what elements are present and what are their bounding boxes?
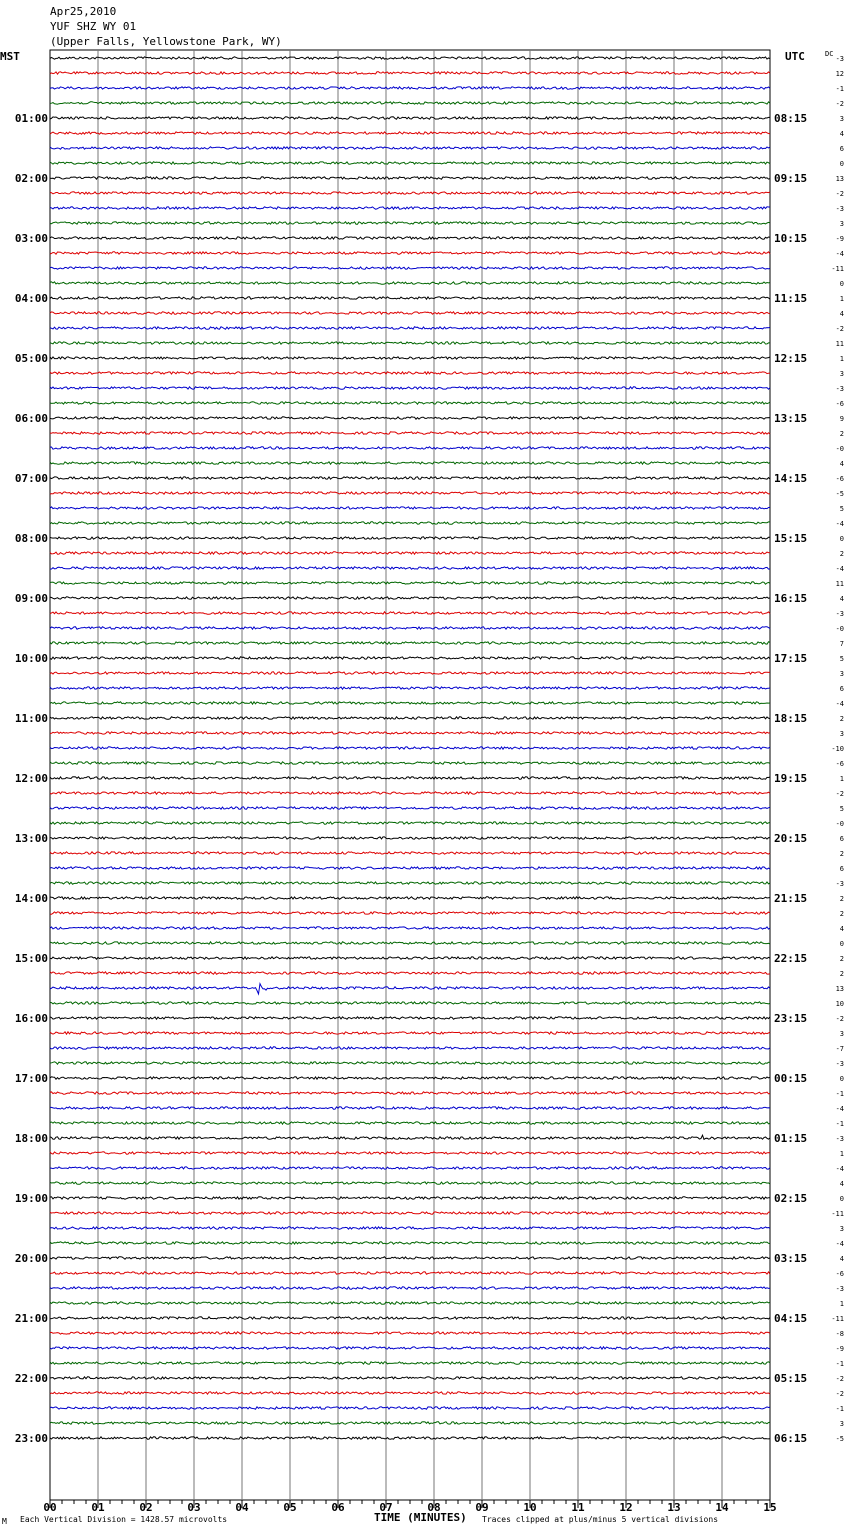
mst-hour-label: 04:00 (14, 292, 48, 305)
dc-offset-label: 4 (839, 595, 844, 603)
seismic-trace (50, 657, 770, 659)
dc-offset-label: -3 (835, 205, 844, 213)
x-tick-label: 02 (139, 1501, 153, 1514)
seismic-trace (50, 432, 770, 434)
dc-offset-label: 2 (839, 715, 844, 723)
seismic-trace (50, 507, 770, 509)
dc-offset-label: 13 (835, 985, 844, 993)
dc-offset-label: 2 (839, 430, 844, 438)
dc-offset-label: -4 (835, 700, 844, 708)
seismic-trace (50, 252, 770, 254)
dc-offset-label: -3 (835, 880, 844, 888)
seismic-trace (50, 582, 770, 584)
mst-hour-label: 18:00 (14, 1132, 48, 1145)
seismic-trace (50, 492, 770, 494)
seismic-trace (50, 1077, 770, 1079)
mst-hour-label: 01:00 (14, 112, 48, 125)
dc-offset-label: 1 (839, 775, 844, 783)
seismic-trace (50, 1135, 770, 1139)
seismic-trace (50, 1032, 770, 1034)
seismic-trace (50, 642, 770, 644)
mst-hour-label: 17:00 (14, 1072, 48, 1085)
dc-offset-label: 0 (839, 280, 844, 288)
utc-hour-label: 00:15 (774, 1072, 808, 1085)
dc-offset-label: -6 (835, 1270, 844, 1278)
utc-hour-label: 08:15 (774, 112, 808, 125)
dc-offset-label: 0 (839, 940, 844, 948)
seismic-trace (50, 1287, 770, 1289)
dc-offset-label: -11 (831, 1210, 844, 1218)
mst-hour-label: 11:00 (14, 712, 48, 725)
seismic-trace (50, 717, 770, 719)
dc-offset-label: -2 (835, 190, 844, 198)
dc-offset-label: 6 (839, 145, 844, 153)
dc-offset-label: -2 (835, 1375, 844, 1383)
utc-hour-label: 09:15 (774, 172, 808, 185)
dc-offset-label: 2 (839, 910, 844, 918)
seismic-trace (50, 912, 770, 914)
seismic-trace (50, 537, 770, 539)
dc-offset-label: -2 (835, 325, 844, 333)
seismic-trace (50, 1047, 770, 1049)
dc-offset-label: 0 (839, 1195, 844, 1203)
seismic-trace (50, 327, 770, 329)
seismic-trace (50, 1212, 770, 1214)
dc-offset-label: 4 (839, 130, 844, 138)
dc-offset-label: -11 (831, 1315, 844, 1323)
seismic-trace (50, 867, 770, 869)
seismic-trace (50, 1002, 770, 1004)
utc-hour-label: 14:15 (774, 472, 808, 485)
utc-hour-label: 22:15 (774, 952, 808, 965)
seismic-trace (50, 417, 770, 419)
dc-offset-label: 7 (839, 640, 844, 648)
seismic-trace (50, 312, 770, 314)
mst-hour-label: 22:00 (14, 1372, 48, 1385)
seismic-trace (50, 1407, 770, 1409)
seismic-trace (50, 807, 770, 809)
dc-offset-label: 9 (839, 415, 844, 423)
utc-hour-label: 10:15 (774, 232, 808, 245)
dc-offset-label: -7 (835, 1045, 844, 1053)
seismic-trace (50, 1317, 770, 1319)
seismic-trace (50, 1257, 770, 1259)
mst-hour-label: 16:00 (14, 1012, 48, 1025)
dc-offset-label: -1 (835, 1090, 844, 1098)
seismic-trace (50, 87, 770, 89)
seismic-trace (50, 342, 770, 344)
dc-offset-label: 3 (839, 115, 844, 123)
seismic-trace (50, 177, 770, 179)
seismic-trace (50, 984, 770, 994)
seismic-trace (50, 1167, 770, 1169)
dc-offset-label: 3 (839, 370, 844, 378)
seismic-trace (50, 747, 770, 749)
mst-hour-label: 21:00 (14, 1312, 48, 1325)
seismic-trace (50, 117, 770, 119)
x-tick-label: 14 (715, 1501, 729, 1514)
x-tick-label: 00 (43, 1501, 57, 1514)
dc-offset-label: 12 (835, 70, 844, 78)
dc-offset-label: 10 (835, 1000, 844, 1008)
utc-hour-label: 03:15 (774, 1252, 808, 1265)
utc-hour-label: 17:15 (774, 652, 808, 665)
seismic-trace (50, 1272, 770, 1274)
seismic-trace (50, 72, 770, 74)
dc-offset-label: 2 (839, 955, 844, 963)
seismic-trace (50, 297, 770, 299)
mst-hour-label: 03:00 (14, 232, 48, 245)
dc-offset-label: 2 (839, 895, 844, 903)
dc-offset-label: -3 (835, 55, 844, 63)
utc-hour-label: 19:15 (774, 772, 808, 785)
seismic-trace (50, 267, 770, 269)
mst-hour-label: 02:00 (14, 172, 48, 185)
seismic-trace (50, 1197, 770, 1199)
dc-offset-label: -10 (831, 745, 844, 753)
dc-offset-label: 4 (839, 460, 844, 468)
seismic-trace (50, 102, 770, 104)
dc-offset-label: -3 (835, 1285, 844, 1293)
scale-note: Each Vertical Division = 1428.57 microvolts (20, 1515, 228, 1524)
seismic-trace (50, 882, 770, 884)
dc-offset-label: -5 (835, 1435, 844, 1443)
utc-hour-label: 04:15 (774, 1312, 808, 1325)
x-tick-label: 01 (91, 1501, 105, 1514)
x-tick-label: 03 (187, 1501, 201, 1514)
utc-label: UTC (785, 50, 805, 63)
utc-hour-label: 16:15 (774, 592, 808, 605)
dc-offset-label: 3 (839, 220, 844, 228)
seismic-trace (50, 1242, 770, 1244)
dc-offset-label: -2 (835, 100, 844, 108)
seismic-trace (50, 462, 770, 464)
dc-offset-label: -1 (835, 1120, 844, 1128)
dc-offset-label: 6 (839, 865, 844, 873)
mst-hour-label: 10:00 (14, 652, 48, 665)
dc-offset-label: 3 (839, 1420, 844, 1428)
dc-offset-label: -6 (835, 400, 844, 408)
utc-hour-label: 06:15 (774, 1432, 808, 1445)
seismic-trace (50, 1107, 770, 1109)
seismic-trace (50, 357, 770, 359)
dc-offset-label: 1 (839, 1150, 844, 1158)
seismic-trace (50, 162, 770, 164)
seismic-trace (50, 1182, 770, 1184)
seismic-trace (50, 207, 770, 209)
dc-offset-label: -9 (835, 235, 844, 243)
dc-offset-label: -0 (835, 445, 844, 453)
dc-offset-label: -4 (835, 1240, 844, 1248)
dc-header-label: DC (825, 50, 834, 58)
seismic-trace (50, 1422, 770, 1424)
utc-hour-label: 11:15 (774, 292, 808, 305)
seismic-trace (50, 1332, 770, 1334)
dc-offset-label: -1 (835, 1360, 844, 1368)
mst-hour-label: 19:00 (14, 1192, 48, 1205)
seismic-trace (50, 132, 770, 134)
x-axis-title: TIME (MINUTES) (374, 1511, 467, 1524)
seismic-trace (50, 552, 770, 554)
seismic-trace (50, 1377, 770, 1379)
mst-hour-label: 06:00 (14, 412, 48, 425)
mst-hour-label: 23:00 (14, 1432, 48, 1445)
mst-hour-label: 14:00 (14, 892, 48, 905)
dc-offset-label: 3 (839, 670, 844, 678)
seismic-trace (50, 1227, 770, 1229)
dc-offset-label: 4 (839, 1255, 844, 1263)
seismic-trace (50, 702, 770, 704)
dc-offset-label: -2 (835, 1015, 844, 1023)
utc-hour-label: 21:15 (774, 892, 808, 905)
seismic-trace (50, 732, 770, 734)
dc-offset-label: 2 (839, 970, 844, 978)
seismic-trace (50, 567, 770, 569)
dc-offset-label: 2 (839, 850, 844, 858)
seismic-trace (50, 897, 770, 899)
seismic-trace (50, 822, 770, 824)
seismic-trace (50, 192, 770, 194)
seismic-trace (50, 1062, 770, 1064)
seismic-trace (50, 282, 770, 284)
dc-offset-label: -9 (835, 1345, 844, 1353)
seismic-trace (50, 477, 770, 479)
seismic-trace (50, 402, 770, 404)
seismic-trace (50, 1362, 770, 1364)
utc-hour-label: 20:15 (774, 832, 808, 845)
mst-label: MST (0, 50, 20, 63)
dc-offset-label: 5 (839, 505, 844, 513)
mst-hour-label: 12:00 (14, 772, 48, 785)
x-tick-label: 09 (475, 1501, 489, 1514)
dc-offset-label: 6 (839, 835, 844, 843)
x-tick-label: 07 (379, 1501, 393, 1514)
dc-offset-label: 4 (839, 925, 844, 933)
mst-hour-label: 20:00 (14, 1252, 48, 1265)
x-tick-label: 15 (763, 1501, 777, 1514)
seismic-trace (50, 612, 770, 614)
header-date: Apr25,2010 (50, 5, 117, 18)
dc-offset-label: 1 (839, 295, 844, 303)
seismic-trace (50, 1347, 770, 1349)
dc-offset-label: -1 (835, 85, 844, 93)
seismic-trace (50, 222, 770, 224)
seismic-trace (50, 447, 770, 449)
x-tick-label: 10 (523, 1501, 537, 1514)
mst-hour-label: 15:00 (14, 952, 48, 965)
dc-offset-label: -3 (835, 1060, 844, 1068)
dc-offset-label: -4 (835, 565, 844, 573)
x-tick-label: 05 (283, 1501, 297, 1514)
x-tick-label: 11 (571, 1501, 585, 1514)
dc-offset-label: -1 (835, 1405, 844, 1413)
seismic-trace (50, 1017, 770, 1019)
dc-offset-label: 1 (839, 355, 844, 363)
x-tick-label: 06 (331, 1501, 345, 1514)
seismic-trace (50, 957, 770, 959)
dc-offset-label: -3 (835, 1135, 844, 1143)
seismic-trace (50, 1122, 770, 1124)
utc-hour-label: 13:15 (774, 412, 808, 425)
dc-offset-label: 0 (839, 160, 844, 168)
dc-offset-label: -11 (831, 265, 844, 273)
mst-hour-label: 13:00 (14, 832, 48, 845)
seismic-trace (50, 597, 770, 599)
seismic-trace (50, 522, 770, 524)
dc-offset-label: -2 (835, 1390, 844, 1398)
dc-offset-label: 1 (839, 1300, 844, 1308)
dc-offset-label: 11 (835, 340, 844, 348)
seismic-trace (50, 852, 770, 854)
dc-offset-label: -0 (835, 625, 844, 633)
seismic-trace (50, 837, 770, 839)
dc-offset-label: -0 (835, 820, 844, 828)
utc-hour-label: 05:15 (774, 1372, 808, 1385)
dc-offset-label: 11 (835, 580, 844, 588)
x-tick-label: 04 (235, 1501, 249, 1514)
seismic-trace (50, 687, 770, 689)
dc-offset-label: 5 (839, 805, 844, 813)
dc-offset-label: -4 (835, 520, 844, 528)
dc-offset-label: 0 (839, 535, 844, 543)
x-tick-label: 12 (619, 1501, 633, 1514)
dc-offset-label: 13 (835, 175, 844, 183)
dc-offset-label: 0 (839, 1075, 844, 1083)
dc-offset-label: 2 (839, 550, 844, 558)
seismic-trace (50, 387, 770, 389)
dc-offset-label: 3 (839, 730, 844, 738)
seismic-trace (50, 972, 770, 974)
dc-offset-label: 6 (839, 685, 844, 693)
seismic-trace (50, 942, 770, 944)
seismic-trace (50, 762, 770, 764)
seismic-trace (50, 927, 770, 929)
x-tick-label: 13 (667, 1501, 681, 1514)
dc-offset-label: -8 (835, 1330, 844, 1338)
dc-offset-label: -3 (835, 385, 844, 393)
utc-hour-label: 02:15 (774, 1192, 808, 1205)
seismic-trace (50, 1152, 770, 1154)
dc-offset-label: 4 (839, 310, 844, 318)
utc-hour-label: 18:15 (774, 712, 808, 725)
clip-note: Traces clipped at plus/minus 5 vertical divisions (482, 1515, 719, 1524)
header-station: YUF SHZ WY 01 (50, 20, 137, 33)
seismic-trace (50, 57, 770, 59)
seismic-trace (50, 1392, 770, 1394)
seismic-trace (50, 627, 770, 629)
header-location: (Upper Falls, Yellowstone Park, WY) (50, 35, 282, 48)
mst-hour-label: 08:00 (14, 532, 48, 545)
seismic-trace (50, 1092, 770, 1094)
dc-offset-label: -2 (835, 790, 844, 798)
mst-hour-label: 07:00 (14, 472, 48, 485)
seismic-trace (50, 147, 770, 149)
dc-offset-label: -4 (835, 1165, 844, 1173)
dc-offset-label: -3 (835, 610, 844, 618)
dc-offset-label: -6 (835, 760, 844, 768)
seismic-trace (50, 372, 770, 374)
dc-offset-label: -5 (835, 490, 844, 498)
utc-hour-label: 12:15 (774, 352, 808, 365)
dc-offset-label: 3 (839, 1030, 844, 1038)
x-tick-label: 08 (427, 1501, 441, 1514)
mst-hour-label: 05:00 (14, 352, 48, 365)
seismic-trace (50, 777, 770, 779)
mst-hour-label: 09:00 (14, 592, 48, 605)
seismic-trace (50, 1437, 770, 1439)
utc-hour-label: 23:15 (774, 1012, 808, 1025)
dc-offset-label: -6 (835, 475, 844, 483)
seismic-trace (50, 1302, 770, 1304)
dc-offset-label: -4 (835, 250, 844, 258)
dc-offset-label: -4 (835, 1105, 844, 1113)
utc-hour-label: 01:15 (774, 1132, 808, 1145)
utc-hour-label: 15:15 (774, 532, 808, 545)
seismic-trace (50, 672, 770, 674)
seismic-trace (50, 792, 770, 794)
seismic-trace (50, 237, 770, 239)
dc-offset-label: 4 (839, 1180, 844, 1188)
corner-mark: M (2, 1517, 7, 1526)
dc-offset-label: 5 (839, 655, 844, 663)
dc-offset-label: 3 (839, 1225, 844, 1233)
